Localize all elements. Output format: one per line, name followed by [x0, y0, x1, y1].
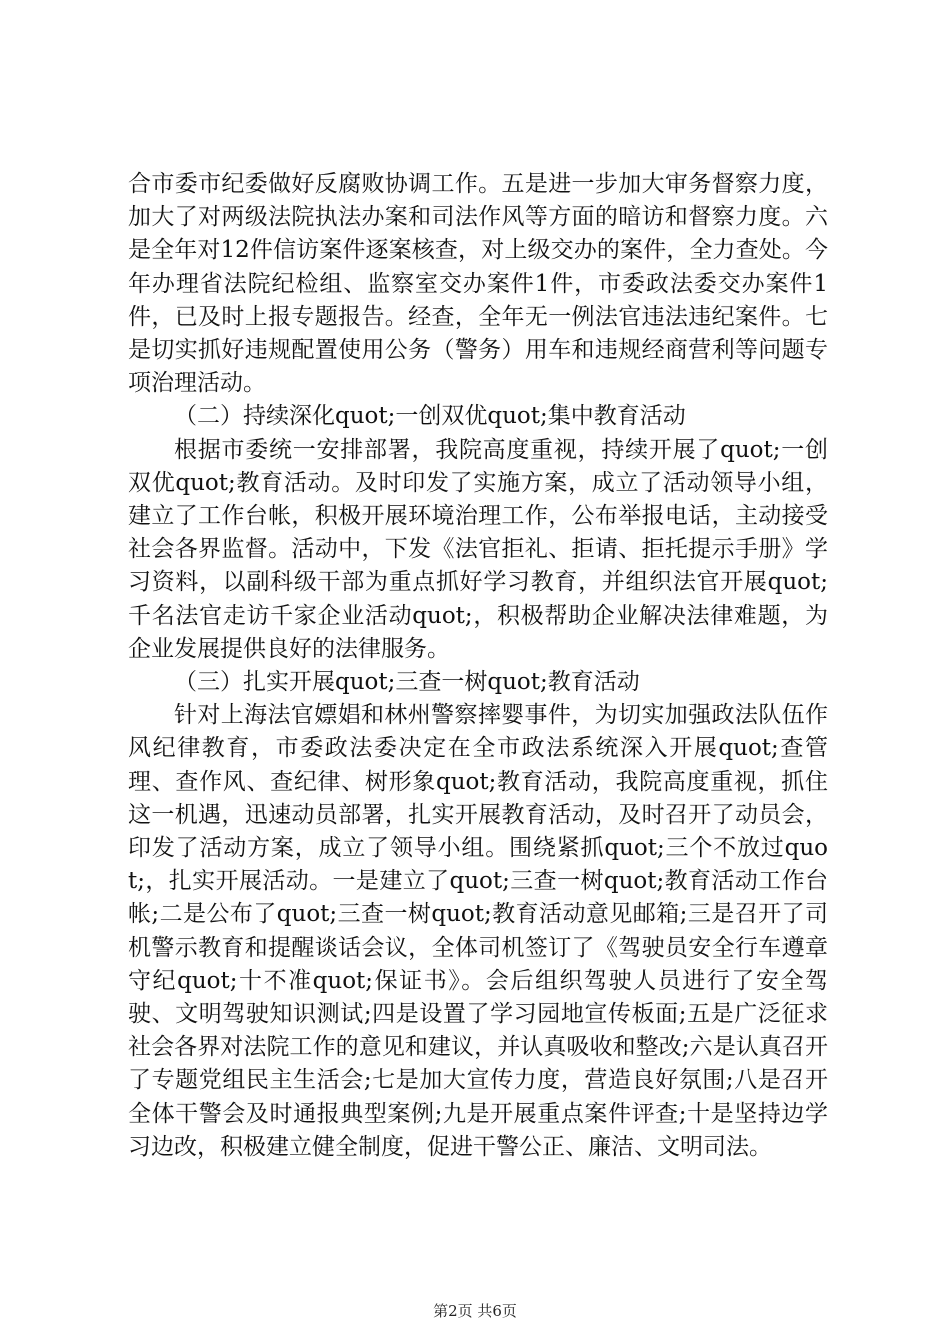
section-heading-2: （二）持续深化quot;一创双优quot;集中教育活动 — [174, 403, 686, 430]
section-heading-3: （三）扎实开展quot;三查一树quot;教育活动 — [174, 669, 640, 696]
paragraph-continuation: 合市委市纪委做好反腐败协调工作。五是进一步加大审务督察力度，加大了对两级法院执法办案和司法作风等方面的暗访和督察力度。六是全年对12件信访案件逐案核查，对上级交办的案件，全力查处。今年办理省法院纪检组、监察室交办案件1件，市委政法委交办案件1件，已及时上报专题报告。经查，全年无一例法官违法违纪案件。七是切实抓好违规配置使用公务（警务）用车和违规经商营利等问题专项治理活动。 — [128, 171, 828, 397]
page-number-footer: 第2页 共6页 — [433, 1302, 517, 1320]
paragraph-section-3: 针对上海法官嫖娼和林州警察摔婴事件，为切实加强政法队伍作风纪律教育，市委政法委决定在全市政法系统深入开展quot;查管理、查作风、查纪律、树形象quot;教育活动，我院高度重视，抓住这一机遇，迅速动员部署，扎实开展教育活动，及时召开了动员会，印发了活动方案，成立了领导小组。围绕紧抓quot;三个不放过quot;，扎实开展活动。一是建立了quot;三查一树quot;教育活动工作台帐;二是公布了quot;三查一树quot;教育活动意见邮箱;三是召开了司机警示教育和提醒谈话会议，全体司机签订了《驾驶员安全行车遵章守纪quot;十不准quot;保证书》。会后组织驾驶人员进行了安全驾驶、文明驾驶知识测试;四是设置了学习园地宣传板面;五是广泛征求社会各界对法院工作的意见和建议，并认真吸收和整改;六是认真召开了专题党组民主生活会;七是加大宣传力度，营造良好氛围;八是召开全体干警会及时通报典型案例;九是开展重点案件评查;十是坚持边学习边改，积极建立健全制度，促进干警公正、廉洁、文明司法。 — [128, 702, 828, 1160]
document-body — [128, 168, 828, 1164]
paragraph-section-2: 根据市委统一安排部署，我院高度重视，持续开展了quot;一创双优quot;教育活动。及时印发了实施方案，成立了活动领导小组，建立了工作台帐，积极开展环境治理工作，公布举报电话，主动接受社会各界监督。活动中，下发《法官拒礼、拒请、拒托提示手册》学习资料，以副科级干部为重点抓好学习教育，并组织法官开展quot;千名法官走访千家企业活动quot;，积极帮助企业解决法律难题，为企业发展提供良好的法律服务。 — [128, 436, 828, 662]
